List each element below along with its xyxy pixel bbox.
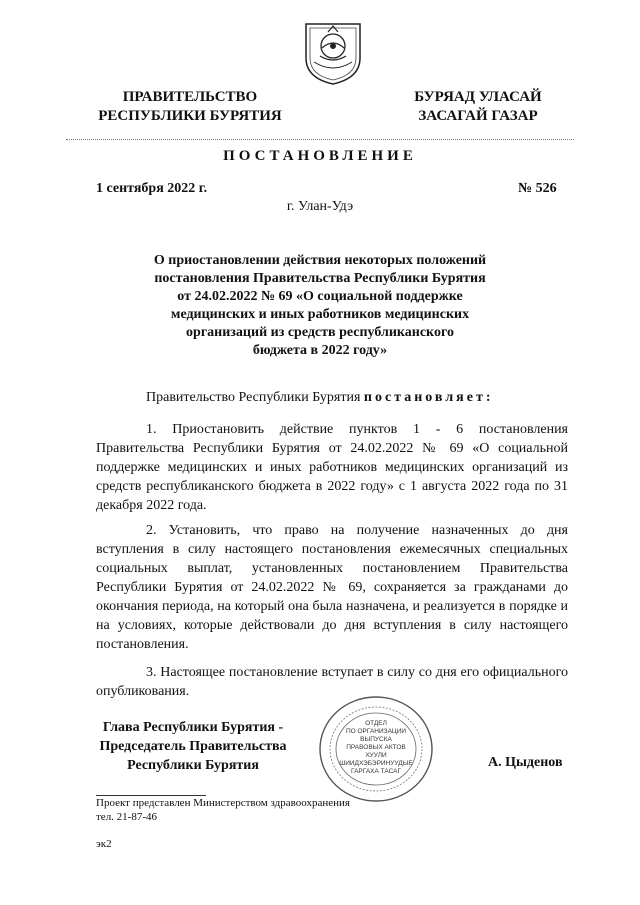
stamp-line: ПРАВОВЫХ АКТОВ [346, 744, 406, 751]
document-type: ПОСТАНОВЛЕНИЕ [223, 148, 417, 164]
government-name-buryat [388, 88, 568, 126]
decree-word: постановляет: [363, 390, 494, 405]
document-city: г. Улан-Удэ [286, 199, 354, 214]
document-title [120, 252, 520, 360]
stamp-line: ОТДЕЛ [365, 720, 387, 727]
title-line: организаций из средств республиканского [186, 325, 454, 340]
title-line: бюджета в 2022 году» [252, 343, 388, 358]
title-line: медицинских и иных работников медицинских [170, 307, 470, 322]
footer-phone: тел. 21-87-46 [96, 811, 158, 823]
header-left-line1: ПРАВИТЕЛЬСТВО [122, 89, 258, 105]
decree-statement [96, 388, 568, 407]
footer-copy-code: эк2 [96, 838, 112, 850]
header-divider [66, 139, 574, 140]
footer-prepared-by: Проект представлен Министерством здравоохранения [96, 797, 350, 809]
stamp-line: ШИИДХЭБЭРИНУУДЫЕ [339, 760, 413, 767]
signatory-name: А. Цыденов [488, 755, 563, 770]
title-line: от 24.02.2022 № 69 «О социальной поддержке [177, 289, 463, 304]
document-date: 1 сентября 2022 г. [96, 181, 208, 196]
signatory-title [80, 718, 306, 775]
header-left-line2: РЕСПУБЛИКИ БУРЯТИЯ [98, 108, 282, 124]
decree-intro: Правительство Республики Бурятия [146, 390, 361, 405]
paragraph-1: 1. Приостановить действие пунктов 1 - 6 постановления Правительства Республики Бурятия от 24.02.2022 № 69 «О социальной поддержке медицинских и иных работников медицинских организаций из средств республиканского бюджета в 2022 году» с 1 августа 2022 года по 31 декабря 2022 года. [96, 422, 568, 513]
signatory-line2: Председатель Правительства [99, 739, 287, 754]
official-stamp [316, 694, 436, 804]
document-number: № 526 [518, 181, 557, 196]
footer-divider [96, 795, 206, 796]
stamp-line: ХУУЛИ [365, 752, 387, 759]
coat-of-arms-emblem [300, 18, 366, 86]
header-right-line1: БУРЯАД УЛАСАЙ [414, 89, 542, 105]
government-name-russian [80, 88, 300, 126]
title-line: постановления Правительства Республики Бурятия [154, 271, 486, 286]
signatory-line1: Глава Республики Бурятия - [102, 720, 284, 735]
stamp-line: ПО ОРГАНИЗАЦИИ [345, 728, 407, 735]
signatory-line3: Республики Бурятия [127, 758, 259, 773]
title-line: О приостановлении действия некоторых положений [153, 253, 487, 268]
paragraph-3: 3. Настоящее постановление вступает в силу со дня его официального опубликования. [96, 665, 568, 699]
stamp-line: ВЫПУСКА [360, 736, 392, 743]
paragraph-2: 2. Установить, что право на получение назначенных до дня вступления в силу настоящего постановления ежемесячных специальных социальных выплат, установленных постановлением Правительства Республики Бурятия от 24.02.2022 № 69, сохраняется за гражданами до окончания периода, на который она была назначена, и реализуется в порядке и на условиях, которые действовали до дня вступления в силу настоящего постановления. [96, 523, 568, 652]
header-right-line2: ЗАСАГАЙ ГАЗАР [418, 108, 538, 124]
stamp-line: ГАРГАХА ТАСАГ [350, 768, 402, 775]
